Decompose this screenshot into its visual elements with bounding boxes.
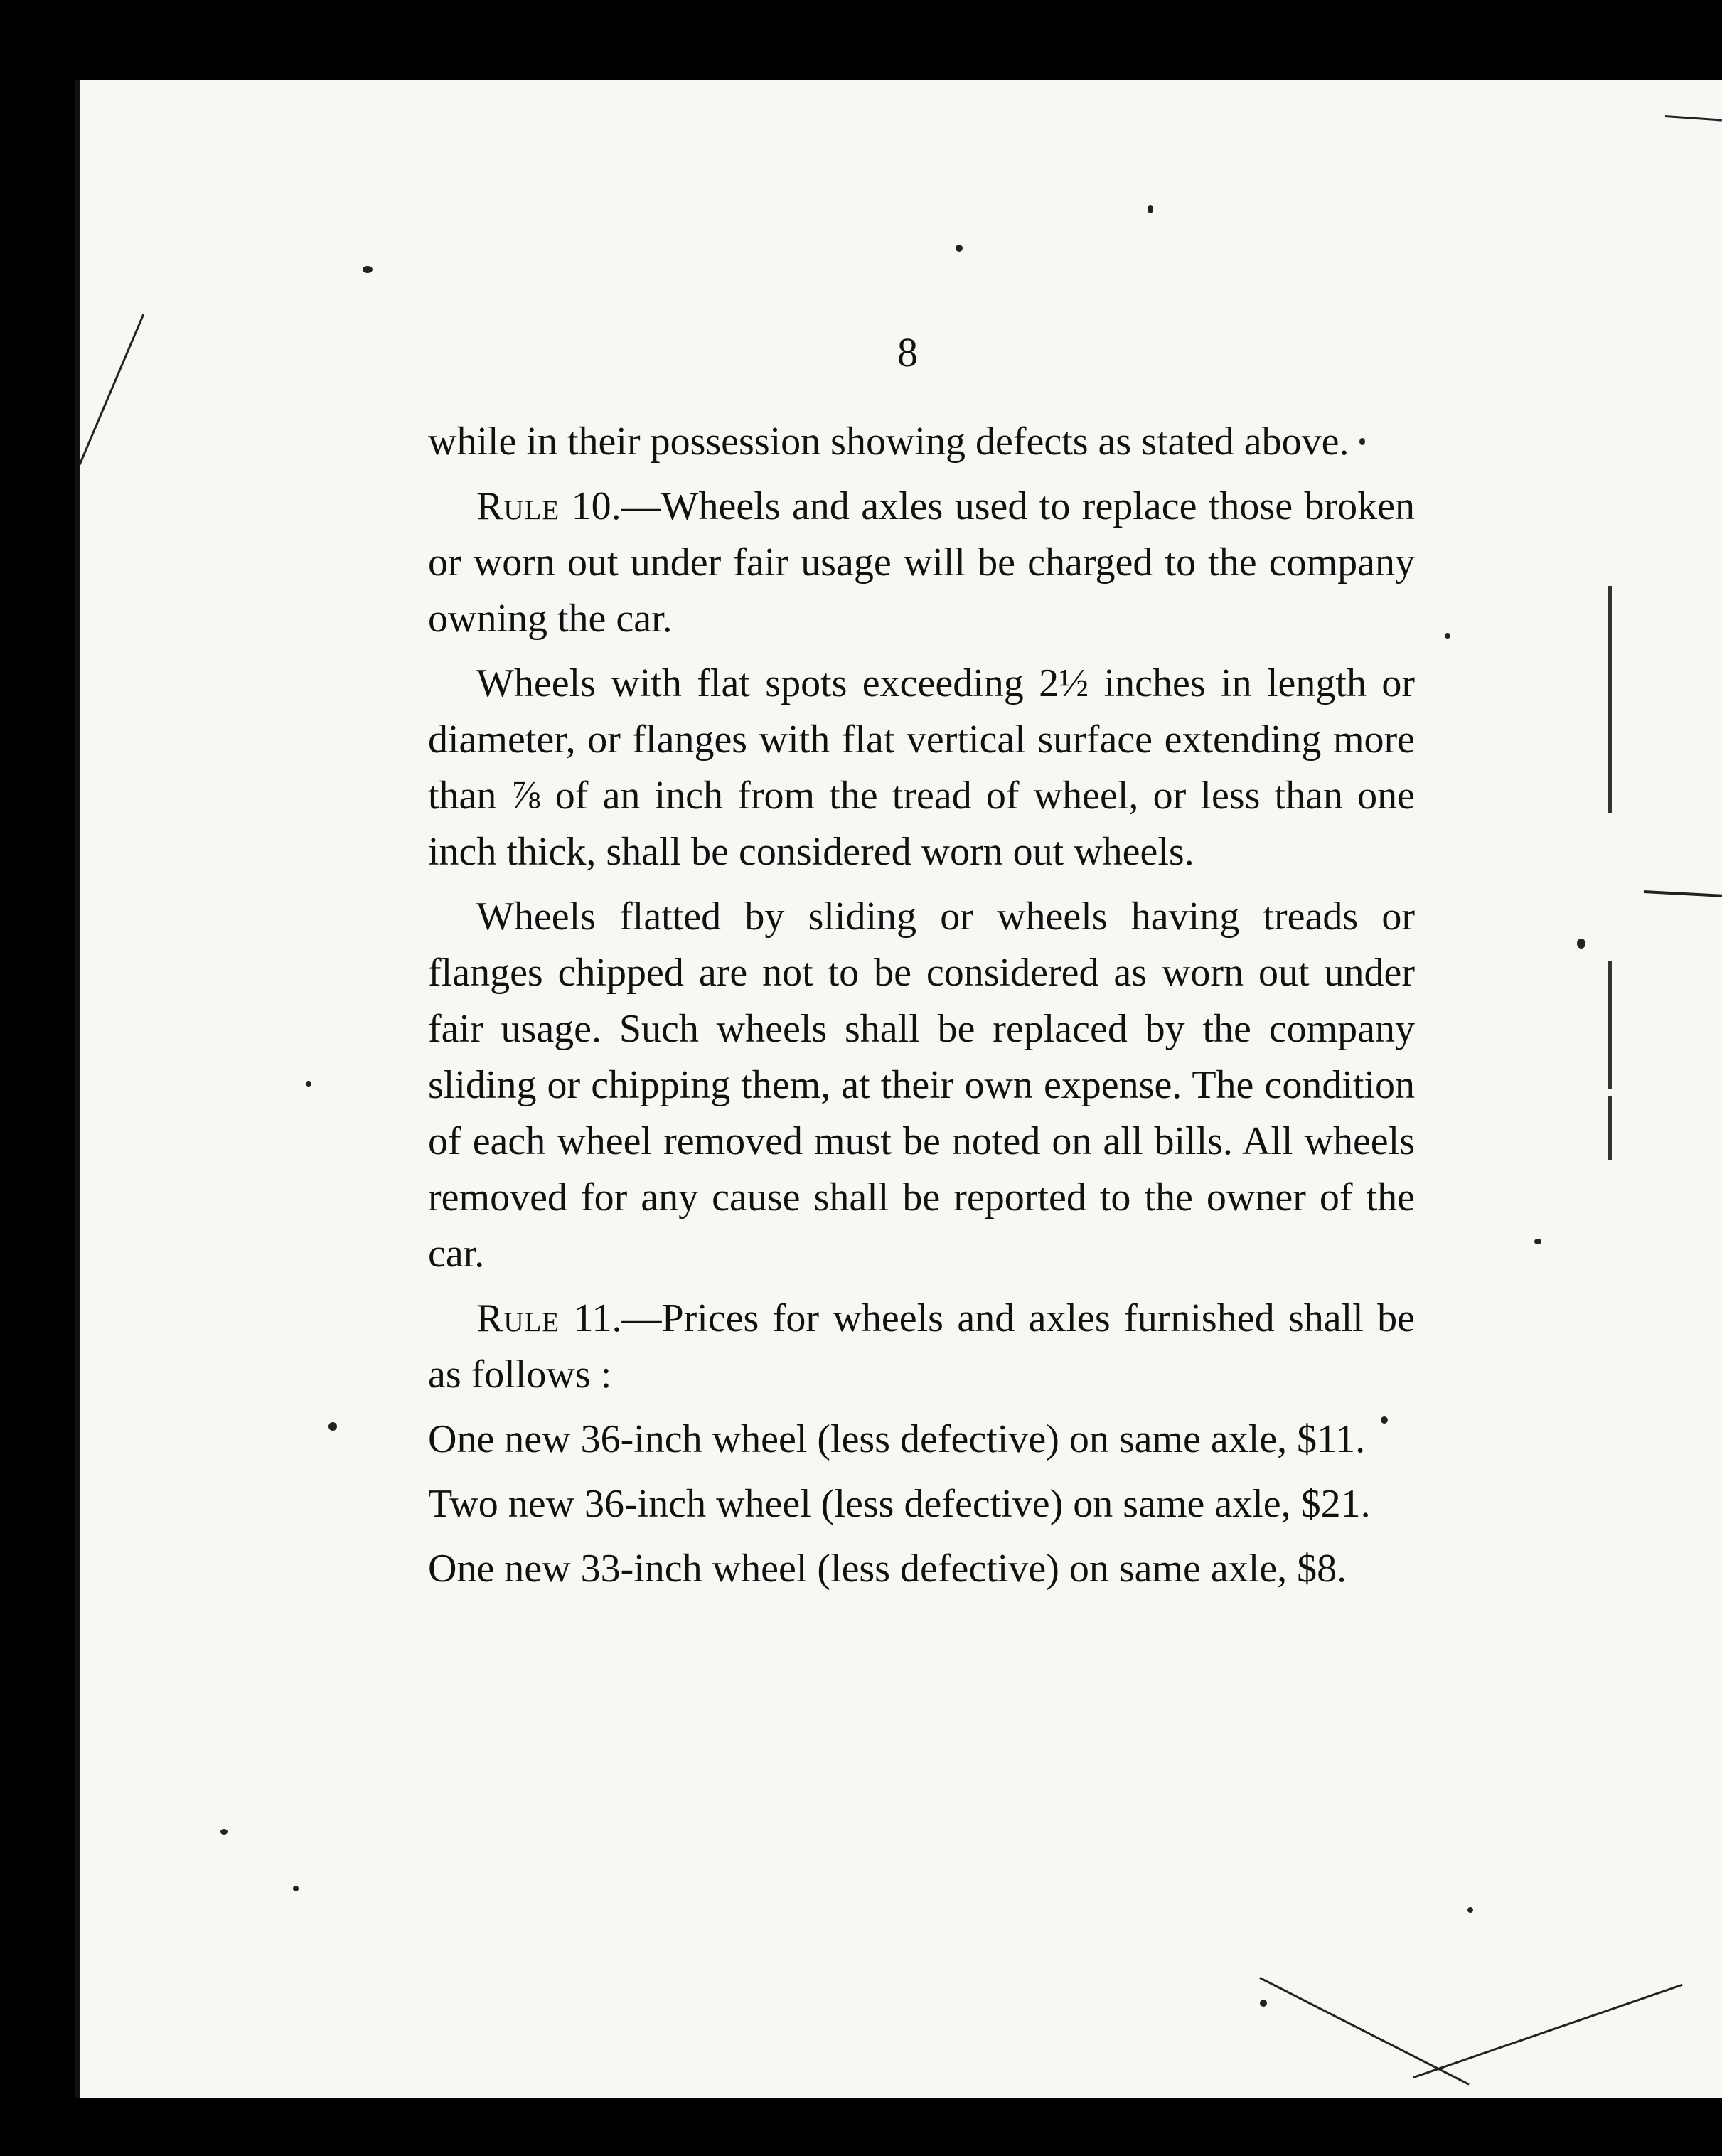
scan-scratch bbox=[1413, 1984, 1683, 2078]
scan-speck bbox=[1148, 205, 1153, 213]
scanned-page bbox=[75, 80, 1722, 2098]
scan-speck bbox=[220, 1829, 228, 1835]
paragraph-flatted-wheels: Wheels flatted by sliding or wheels having treads or flanges chipped are not to be considered as worn out under fair usage. Such wheels shall be replaced by the company sliding or chipping them, at their own expense. The condition of each wheel removed must be noted on all bills. All wheels removed for any cause shall be reported to the owner of the car. bbox=[428, 895, 1415, 1276]
price-item: One new 36-inch wheel (less defective) on same axle, $11. bbox=[428, 1417, 1366, 1461]
paragraph-text: 10.—Wheels and axles used to replace those broken or worn out under fair usage will be charged to the company owning the car. bbox=[428, 484, 1415, 641]
scan-speck bbox=[1467, 1907, 1473, 1913]
scan-scratch bbox=[79, 314, 145, 465]
scan-speck bbox=[1577, 939, 1585, 949]
scan-speck bbox=[1534, 1239, 1541, 1244]
paragraph-continuation: while in their possession showing defects as stated above. bbox=[428, 420, 1349, 464]
scan-scratch bbox=[1644, 890, 1722, 897]
rule-label: Rule bbox=[476, 484, 560, 528]
margin-line bbox=[1608, 586, 1612, 813]
rule-label: Rule bbox=[476, 1296, 560, 1340]
paragraph-rule-11 bbox=[428, 1291, 1415, 1403]
scan-speck bbox=[363, 266, 373, 273]
scan-speck bbox=[328, 1422, 337, 1431]
scan-speck bbox=[306, 1081, 311, 1087]
scan-scratch bbox=[1665, 115, 1722, 122]
scan-speck bbox=[956, 245, 963, 252]
scan-speck bbox=[293, 1886, 299, 1891]
paragraph-flat-spots: Wheels with flat spots exceeding 2½ inches in length or diameter, or flanges with flat vertical surface extending more than ⅞ of an inch from the tread of wheel, or less than one inch thick, shall be considered worn out wheels. bbox=[428, 661, 1415, 874]
paragraph-rule-10 bbox=[428, 479, 1415, 647]
price-item: Two new 36-inch wheel (less defective) on same axle, $21. bbox=[428, 1482, 1371, 1526]
page-body bbox=[428, 414, 1415, 1597]
margin-line bbox=[1608, 1096, 1612, 1160]
margin-line bbox=[1608, 961, 1612, 1089]
price-item: One new 33-inch wheel (less defective) on same axle, $8. bbox=[428, 1547, 1347, 1591]
page-number: 8 bbox=[897, 329, 918, 375]
paragraph-text: 11.—Prices for wheels and axles furnished shall be as follows : bbox=[428, 1296, 1415, 1397]
scan-speck bbox=[1260, 2000, 1267, 2007]
scan-speck bbox=[1445, 633, 1450, 639]
